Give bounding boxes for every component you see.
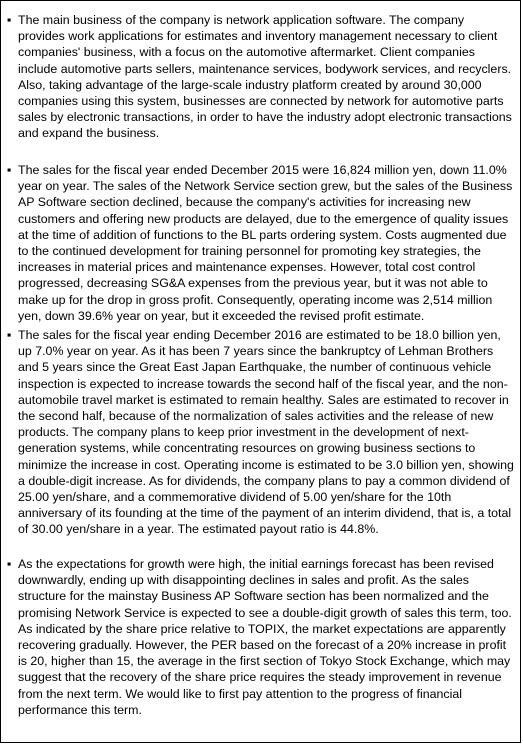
bullet-icon: ▪ xyxy=(7,13,12,27)
bullet-icon: ▪ xyxy=(7,557,12,571)
paragraph-fy2016-forecast xyxy=(6,327,514,538)
paragraph-outlook xyxy=(6,556,514,718)
paragraph-text: The main business of the company is network application software. The company provides work applications for estimates and inventory management necessary to client companies' business, with a focus on the automotive aftermarket. Client companies include automotive parts sellers, maintenance services, bodywork services, and recyclers. Also, taking advantage of the large-scale industry platform created by around 30,000 companies using this system, businesses are connected by network for automotive parts sales by electronic transactions, in order to have the industry adopt electronic transactions and expand the business. xyxy=(18,13,512,141)
paragraph-text: The sales for the fiscal year ended December 2015 were 16,824 million yen, down 11.0% year on year. The sales of the Network Service section grew, but the sales of the Business AP Software section declined, because the company's activities for increasing new customers and offering new products are delayed, due to the emergence of quality issues at the time of addition of functions to the BL parts ordering system. Costs augmented due to the continued development for training personnel for promoting key strategies, the increases in material prices and maintenance expenses. However, total cost control progressed, decreasing SG&A expenses from the previous year, but it was not able to make up for the drop in gross profit. Consequently, operating income was 2,514 million yen, down 39.6% year on year, but it exceeded the revised profit estimate. xyxy=(18,163,513,323)
paragraph-text: The sales for the fiscal year ending December 2016 are estimated to be 18.0 billion yen, up 7.0% year on year. As it has been 7 years since the bankruptcy of Lehman Brothers and 5 years since the Great East Japan Earthquake, the number of continuous vehicle inspection is expected to increase towards the second half of the fiscal year, and the non-automobile travel market is estimated to remain healthy. Sales are estimated to recover in the second half, because of the normalization of sales activities and the release of new products. The company plans to keep prior investment in the development of next-generation systems, while concentrating resources on growing business sections to minimize the increase in cost. Operating income is estimated to be 3.0 billion yen, showing a double-digit increase. As for dividends, the company plans to pay a common dividend of 25.00 yen/share, and a commemorative dividend of 5.00 yen/share for the 10th anniversary of its founding at the time of the payment of an interim dividend, that is, a total of 30.00 yen/share in a year. The estimated payout ratio is 44.8%. xyxy=(18,328,514,537)
bullet-icon: ▪ xyxy=(7,328,12,342)
paragraph-fy2015-results xyxy=(6,162,514,324)
paragraph-business-overview xyxy=(6,12,514,142)
paragraph-text: As the expectations for growth were high, the initial earnings forecast has been revised downwardly, ending up with disappointing declines in sales and profit. As the sales structure for the mainstay Business AP Software section has been normalized and the promising Network Service is expected to see a double-digit growth of sales this term, too. As indicated by the share price relative to TOPIX, the market expectations are apparently recovering gradually. However, the PER based on the forecast of a 20% increase in profit is 20, higher than 15, the average in the first section of Tokyo Stock Exchange, which may suggest that the recovery of the share price requires the steady improvement in revenue from the next term. We would like to first pay attention to the progress of financial performance this term. xyxy=(18,557,512,717)
bullet-icon: ▪ xyxy=(7,163,12,177)
